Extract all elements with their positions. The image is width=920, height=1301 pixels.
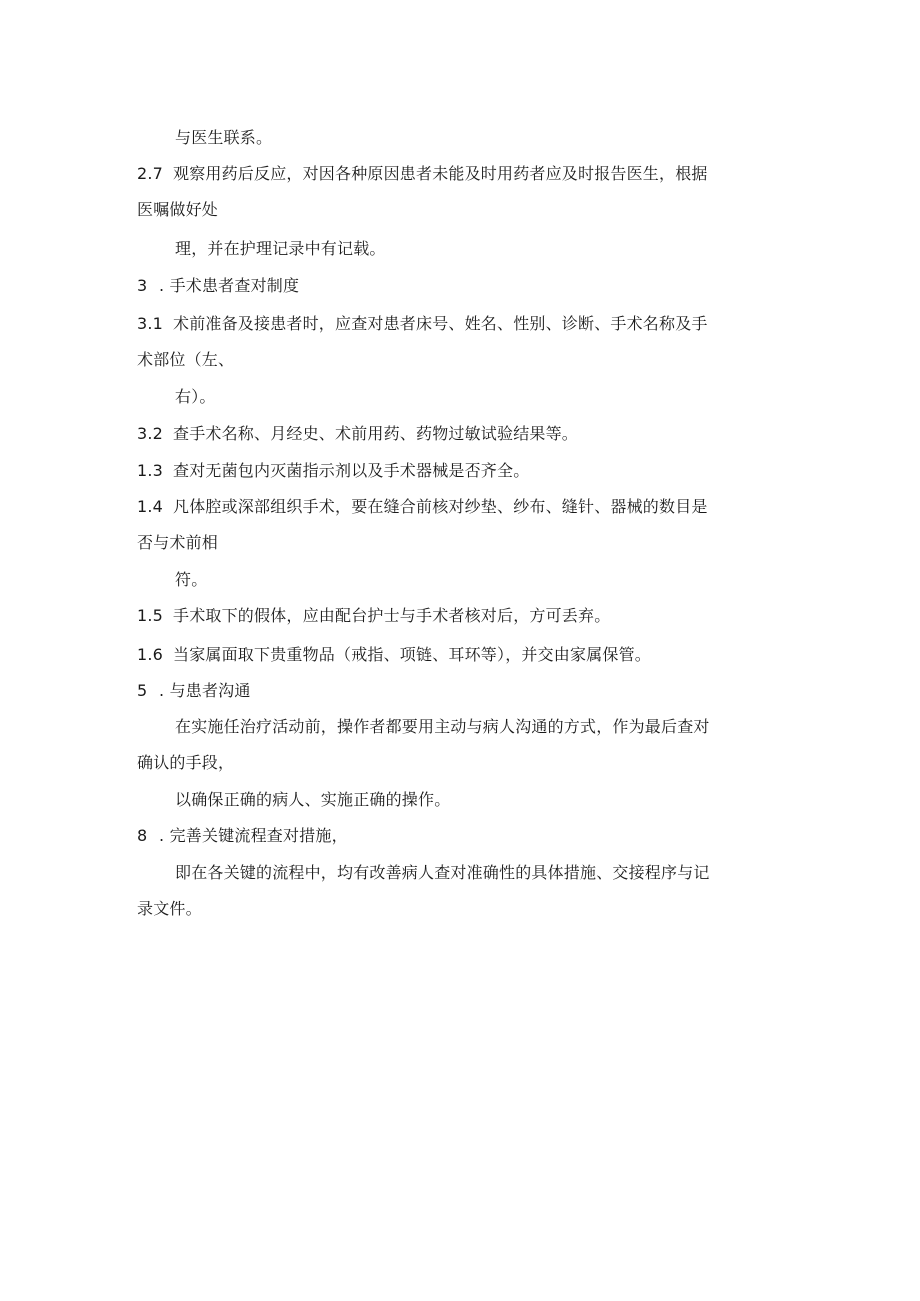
numbered-item: [137, 497, 797, 517]
text-line: [175, 570, 835, 590]
section-heading: [137, 826, 797, 846]
line-text: 即在各关键的流程中，均有改善病人查对准确性的具体措施、交接程序与记: [175, 863, 710, 882]
line-text: 查对无菌包内灭菌指示剂以及手术器械是否齐全。: [173, 461, 530, 480]
line-text: 确认的手段，: [137, 753, 235, 772]
text-line: [137, 753, 797, 773]
section-title: . 与患者沟通: [159, 681, 251, 700]
text-line: [137, 350, 797, 370]
numbered-item: [137, 645, 797, 665]
item-number: 3.1: [137, 314, 164, 333]
item-number: 1.5: [137, 606, 164, 625]
line-text: 术部位（左、: [137, 350, 235, 369]
item-number: 1.3: [137, 461, 164, 480]
line-text: 手术取下的假体，应由配台护士与手术者核对后，方可丢弃。: [173, 606, 611, 625]
item-number: 1.4: [137, 497, 164, 516]
numbered-item: [137, 606, 797, 626]
text-line: [175, 128, 835, 148]
item-number: 1.6: [137, 645, 164, 664]
line-text: 观察用药后反应，对因各种原因患者未能及时用药者应及时报告医生，根据: [173, 164, 708, 183]
text-line: [137, 899, 797, 919]
section-title: . 手术患者查对制度: [159, 276, 300, 295]
numbered-item: [137, 164, 797, 184]
item-number: 3.2: [137, 424, 164, 443]
item-number: 2.7: [137, 164, 164, 183]
text-line: [175, 717, 835, 737]
section-title: . 完善关键流程查对措施，: [159, 826, 348, 845]
section-number: 8: [137, 826, 148, 845]
line-text: 当家属面取下贵重物品（戒指、项链、耳环等），并交由家属保管。: [173, 645, 652, 664]
line-text: 凡体腔或深部组织手术，要在缝合前核对纱垫、纱布、缝针、器械的数目是: [173, 497, 708, 516]
text-line: [137, 200, 797, 220]
text-line: [175, 387, 835, 407]
line-text: 查手术名称、月经史、术前用药、药物过敏试验结果等。: [173, 424, 579, 443]
numbered-item: [137, 461, 797, 481]
section-heading: [137, 681, 797, 701]
numbered-item: [137, 314, 797, 334]
line-text: 理，并在护理记录中有记载。: [175, 239, 386, 258]
section-number: 3: [137, 276, 148, 295]
line-text: 右）。: [175, 387, 216, 406]
line-text: 符。: [175, 570, 208, 589]
line-text: 医嘱做好处: [137, 200, 219, 219]
text-line: [175, 863, 835, 883]
text-line: [137, 533, 797, 553]
line-text: 否与术前相: [137, 533, 219, 552]
line-text: 在实施任治疗活动前，操作者都要用主动与病人沟通的方式，作为最后查对: [175, 717, 710, 736]
section-heading: [137, 276, 797, 296]
section-number: 5: [137, 681, 148, 700]
numbered-item: [137, 424, 797, 444]
line-text: 以确保正确的病人、实施正确的操作。: [175, 790, 451, 809]
text-line: [175, 239, 835, 259]
line-text: 与医生联系。: [175, 128, 273, 147]
line-text: 术前准备及接患者时，应查对患者床号、姓名、性别、诊断、手术名称及手: [173, 314, 708, 333]
line-text: 录文件。: [137, 899, 202, 918]
text-line: [175, 790, 835, 810]
